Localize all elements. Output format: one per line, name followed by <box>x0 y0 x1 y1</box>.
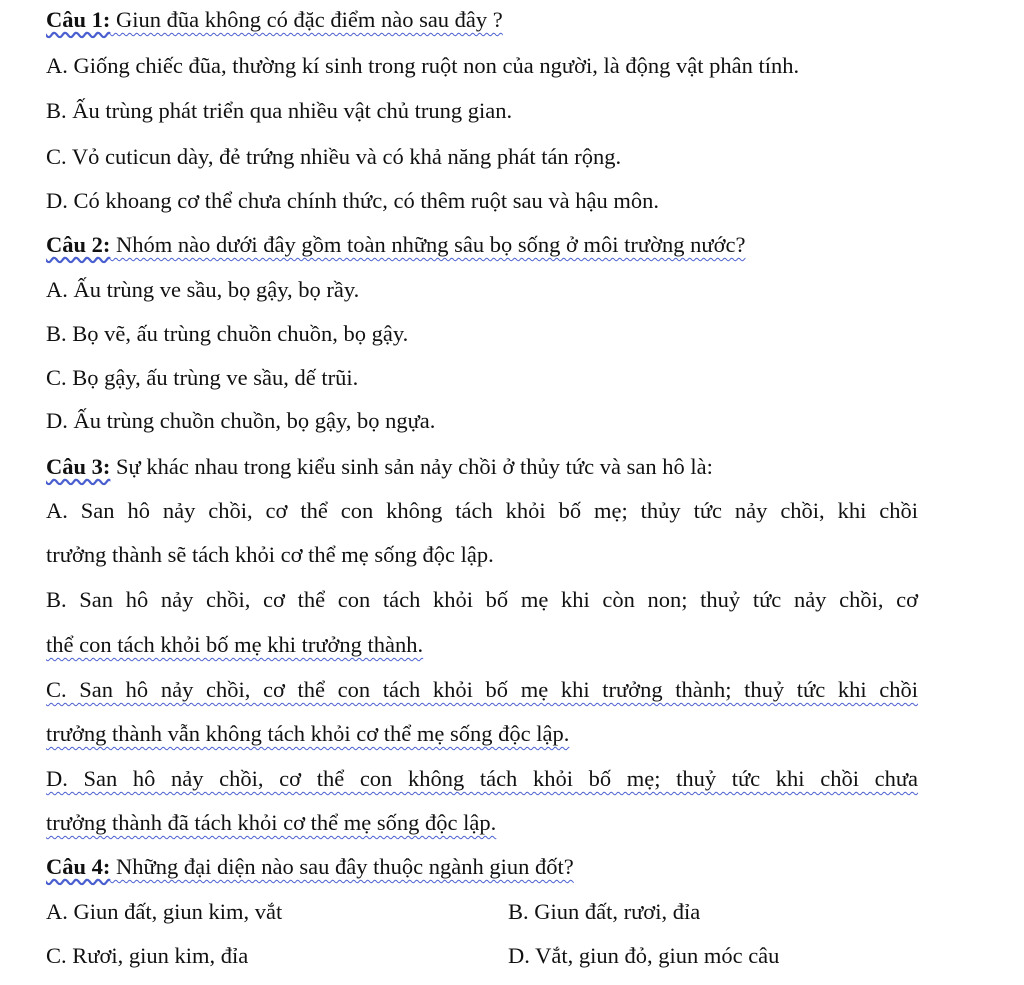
question-2-label: Câu 2: <box>46 232 111 257</box>
question-2-option-b: B. Bọ vẽ, ấu trùng chuồn chuồn, bọ gậy. <box>46 321 409 346</box>
question-1-text: Giun đũa không có đặc điểm nào sau đây ? <box>110 7 503 32</box>
question-1-option-a: A. Giống chiếc đũa, thường kí sinh trong ruột non của người, là động vật phân tính. <box>46 53 800 78</box>
question-4-label: Câu 4: <box>46 854 111 879</box>
question-3-text: Sự khác nhau trong kiểu sinh sản nảy chồi ở thủy tức và san hô là: <box>110 454 713 479</box>
question-1-heading <box>46 6 503 34</box>
question-3-option-c-line2: trưởng thành vẫn không tách khỏi cơ thể mẹ sống độc lập. <box>46 721 570 746</box>
question-4-option-a: A. Giun đất, giun kim, vắt <box>46 899 283 924</box>
question-1-option-d: D. Có khoang cơ thể chưa chính thức, có thêm ruột sau và hậu môn. <box>46 188 660 213</box>
question-4-option-d: D. Vắt, giun đỏ, giun móc câu <box>508 943 780 968</box>
question-4-heading <box>46 853 574 881</box>
question-2-heading <box>46 231 745 259</box>
question-2-option-a: A. Ấu trùng ve sầu, bọ gậy, bọ rầy. <box>46 277 360 302</box>
question-1-label: Câu 1: <box>46 7 111 32</box>
question-1-option-c: C. Vỏ cuticun dày, đẻ trứng nhiều và có khả năng phát tán rộng. <box>46 144 622 169</box>
question-4-option-c: C. Rươi, giun kim, đỉa <box>46 943 249 968</box>
question-2-option-c: C. Bọ gậy, ấu trùng ve sầu, dế trũi. <box>46 365 359 390</box>
question-3-option-b-line2: thể con tách khỏi bố mẹ khi trưởng thành. <box>46 632 424 657</box>
question-3-option-d-line1: D. San hô nảy chồi, cơ thể con không tách khỏi bố mẹ; thuỷ tức khi chồi chưa <box>46 766 918 791</box>
question-3-option-b-line1: B. San hô nảy chồi, cơ thể con tách khỏi bố mẹ khi còn non; thuỷ tức nảy chồi, cơ <box>46 587 918 612</box>
question-3-option-a-line2: trưởng thành sẽ tách khỏi cơ thể mẹ sống độc lập. <box>46 542 494 567</box>
question-2-option-d: D. Ấu trùng chuồn chuồn, bọ gậy, bọ ngựa. <box>46 408 436 433</box>
question-4-option-b: B. Giun đất, rươi, đỉa <box>508 899 701 924</box>
question-3-option-c-line1: C. San hô nảy chồi, cơ thể con tách khỏi bố mẹ khi trưởng thành; thuỷ tức khi chồi <box>46 677 918 702</box>
question-4-text: Những đại diện nào sau đây thuộc ngành giun đốt? <box>110 854 574 879</box>
question-3-option-a-line1: A. San hô nảy chồi, cơ thể con không tách khỏi bố mẹ; thủy tức nảy chồi, khi chồi <box>46 498 918 523</box>
question-3-heading <box>46 453 713 481</box>
question-3-label: Câu 3: <box>46 454 111 479</box>
question-3-option-d-line2: trưởng thành đã tách khỏi cơ thể mẹ sống độc lập. <box>46 810 497 835</box>
question-1-option-b: B. Ấu trùng phát triển qua nhiều vật chủ trung gian. <box>46 98 513 123</box>
question-2-text: Nhóm nào dưới đây gồm toàn những sâu bọ sống ở môi trường nước? <box>110 232 746 257</box>
